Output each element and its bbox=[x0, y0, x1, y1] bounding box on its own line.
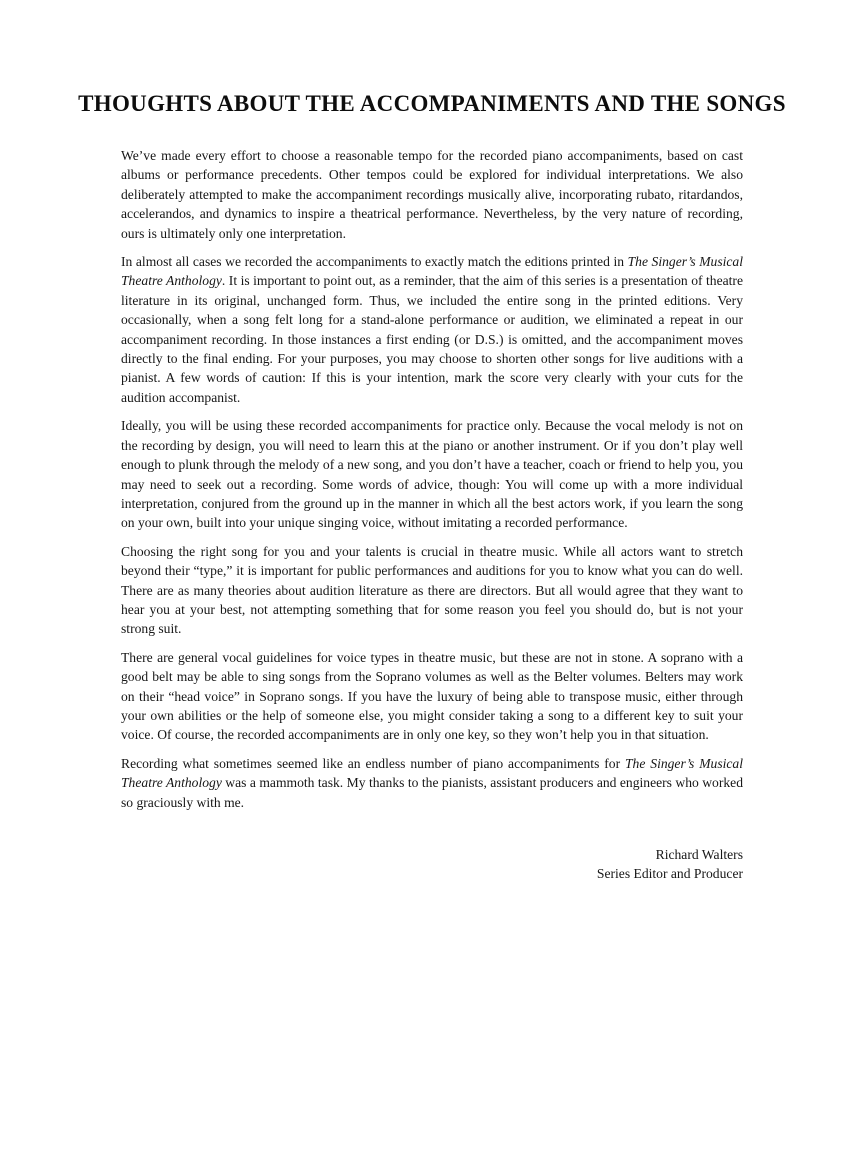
signature-role: Series Editor and Producer bbox=[596, 866, 743, 882]
paragraph-text: In almost all cases we recorded the accompaniments to exactly match the editions printed in bbox=[121, 254, 628, 270]
paragraph-text: Choosing the right song for you and your talents is crucial in theatre music. While all actors want to stretch beyond their “type,” it is important for public performances and auditions for you to know what you can do well. There are as many theories about audition literature as there are directors. But all would agree that they want to hear you at your best, not attempting something that for some reason you feel you should do, but is not your strong suit. bbox=[121, 543, 743, 637]
paragraph bbox=[121, 252, 743, 407]
signature-name: Richard Walters bbox=[655, 847, 743, 862]
paragraph-text: We’ve made every effort to choose a reasonable tempo for the recorded piano accompaniments, based on cast albums or performance precedents. Other tempos could be explored for individual interpretations. We also deliberately attempted to make the accompaniment recordings musically alive, incorporating rubato, ritardandos, accelerandos, and dynamics to inspire a theatrical performance. Nevertheless, by the very nature of recording, ours is ultimately only one interpretation. bbox=[121, 148, 743, 241]
signature-block bbox=[121, 845, 743, 884]
paragraph bbox=[121, 542, 743, 639]
book-title-italic: The Singer’s Musical Theatre Anthology bbox=[121, 755, 744, 791]
paragraph-text: Ideally, you will be using these recorded accompaniments for practice only. Because the vocal melody is not on the recording by design, you will need to learn this at the piano or another instrument. Or if you don’t play well enough to plunk through the melody of a new song, and you don’t have a teacher, coach or friend to help you, you may need to seek out a recording. Some words of advice, though: You will come up with a more individual interpretation, conjured from the ground up in the manner in which all the best actors work, if you learn the song on your own, built into your unique singing voice, without imitating a recorded performance. bbox=[121, 418, 743, 531]
paragraph-text: . It is important to point out, as a reminder, that the aim of this series is a presentation of theatre literature in its original, unchanged form. Thus, we included the entire song in the printed editions. Very occasionally, when a song felt long for a stand-alone performance or audition, we eliminated a repeat in our accompaniment recording. In those instances a first ending (or D.S.) is omitted, and the accompaniment moves directly to the final ending. For your purposes, you may choose to shorten other songs for live auditions with a pianist. A few words of caution: If this is your intention, mark the score very clearly with your cuts for the audition accompanist. bbox=[121, 273, 743, 405]
book-title-italic: The Singer’s Musical Theatre Anthology bbox=[121, 254, 743, 289]
paragraph-text: Recording what sometimes seemed like an endless number of piano accompaniments for bbox=[121, 755, 625, 771]
paragraph bbox=[121, 416, 743, 532]
page-title: THOUGHTS ABOUT THE ACCOMPANIMENTS AND THE SONGS bbox=[78, 91, 786, 116]
paragraph bbox=[121, 754, 743, 812]
document-body bbox=[121, 146, 743, 884]
paragraph-text: was a mammoth task. My thanks to the pianists, assistant producers and engineers who worked so graciously with me. bbox=[121, 775, 744, 810]
paragraph-text: There are general vocal guidelines for voice types in theatre music, but these are not in stone. A soprano with a good belt may be able to sing songs from the Soprano volumes as well as the Belter volumes. Belters may work on their “head voice” in Soprano songs. If you have the luxury of being able to transpose music, either through your own abilities or the help of someone else, you might consider taking a song to a different key to suit your voice. Of course, the recorded accompaniments are in only one key, so they won’t help you in that situation. bbox=[121, 649, 743, 743]
paragraph bbox=[121, 146, 743, 243]
paragraph bbox=[121, 648, 743, 745]
